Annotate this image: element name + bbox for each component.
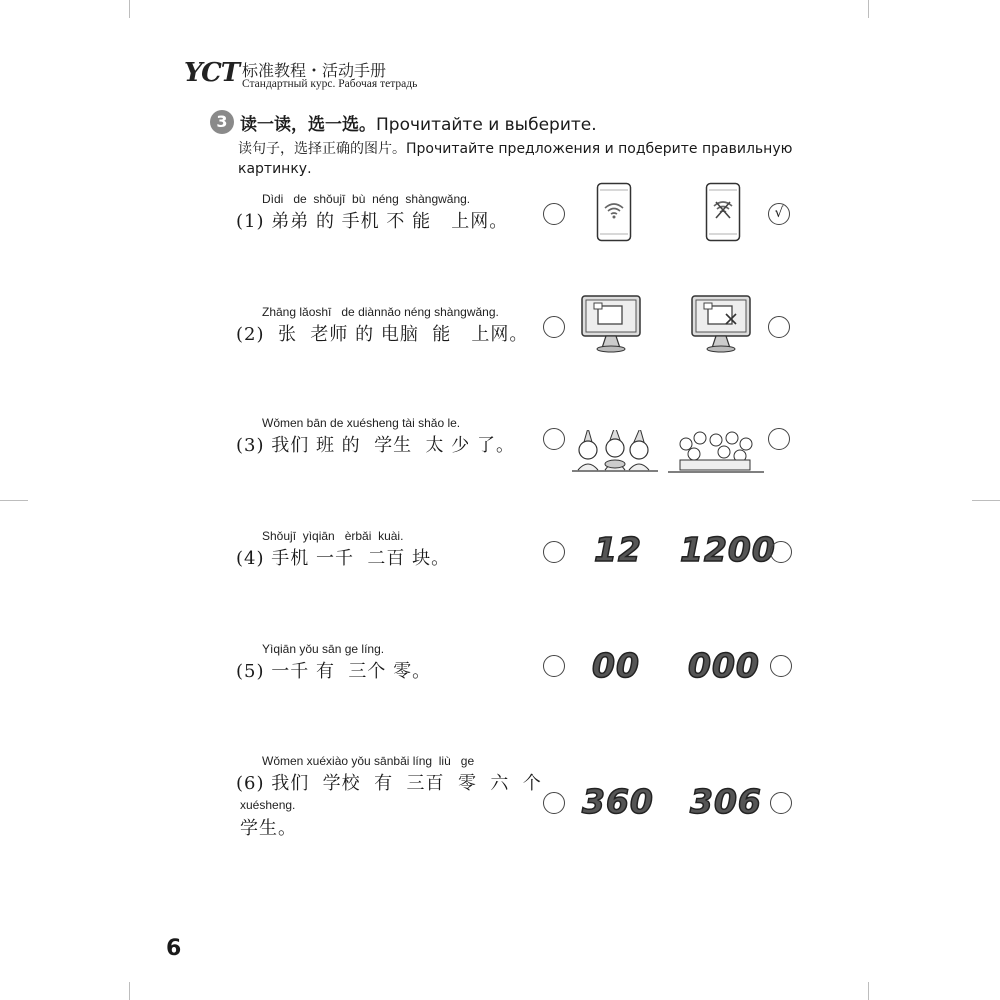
- answer-circle-a[interactable]: [543, 792, 565, 814]
- computer-online-icon: [580, 294, 642, 354]
- phone-wifi-icon: [596, 182, 632, 242]
- item-sentence: (4) 手机 一千 二百 块。: [236, 548, 451, 569]
- item-pinyin-line2: xuésheng.: [240, 798, 296, 812]
- item-pinyin: Dìdi de shǒujī bù néng shàngwǎng.: [262, 192, 471, 206]
- question-item-2: [236, 305, 536, 345]
- item-pinyin: Zhāng lǎoshī de diànnǎo néng shàngwǎng.: [262, 305, 499, 319]
- number-option-a: 00: [592, 646, 640, 685]
- crop-mark: [129, 0, 130, 18]
- item-sentence: (6) 我们 学校 有 三百 零 六 个: [236, 773, 542, 794]
- crop-mark: [868, 0, 869, 18]
- answer-circle-a[interactable]: [543, 428, 565, 450]
- answer-circle-a[interactable]: [543, 655, 565, 677]
- book-subtitle: Стандартный курс. Рабочая тетрадь: [242, 78, 418, 90]
- exercise-number-badge: 3: [210, 110, 234, 134]
- computer-offline-icon: [690, 294, 752, 354]
- item-pinyin: Wǒmen xuéxiào yǒu sānbǎi líng liù ge: [262, 754, 475, 768]
- book-title: 标准教程・活动手册: [242, 61, 387, 80]
- number-option-b: 000: [688, 646, 760, 685]
- number-option-a: 360: [582, 782, 654, 821]
- item-sentence: (1) 弟弟 的 手机 不 能 上网。: [236, 211, 509, 232]
- crop-mark: [0, 500, 28, 501]
- item-pinyin: Wǒmen bān de xuésheng tài shǎo le.: [262, 416, 461, 430]
- crop-mark: [972, 500, 1000, 501]
- crop-mark: [129, 982, 130, 1000]
- answer-circle-a[interactable]: [543, 203, 565, 225]
- exercise-title: [240, 110, 597, 135]
- many-students-picture: [666, 430, 766, 474]
- question-item-4: [236, 529, 536, 569]
- number-option-a: 12: [594, 530, 642, 569]
- question-item-1: [236, 192, 536, 232]
- answer-circle-b[interactable]: [770, 541, 792, 563]
- number-option-b: 306: [690, 782, 762, 821]
- question-item-3: [236, 416, 536, 456]
- phone-no-wifi-icon: [705, 182, 741, 242]
- few-students-picture: [570, 430, 660, 474]
- question-item-6: [236, 754, 542, 844]
- answer-circle-b[interactable]: √: [768, 203, 790, 225]
- number-option-b: 1200: [680, 530, 776, 569]
- item-pinyin: Yìqiān yǒu sān ge líng.: [262, 642, 385, 656]
- item-sentence: (3) 我们 班 的 学生 太 少 了。: [236, 435, 515, 456]
- answer-circle-a[interactable]: [543, 541, 565, 563]
- yct-logo: YCT: [184, 58, 240, 88]
- exercise-title-ru: Прочитайте и выберите.: [376, 115, 597, 135]
- item-pinyin: Shǒujī yìqiān èrbǎi kuài.: [262, 529, 404, 543]
- answer-circle-b[interactable]: [770, 792, 792, 814]
- exercise-title-zh: 读一读，选一选。: [240, 115, 376, 135]
- answer-circle-b[interactable]: [768, 428, 790, 450]
- exercise-instruction: 读句子，选择正确的图片。Прочитайте предложения и подберите правильную картинку.: [238, 141, 793, 177]
- page-number: 6: [166, 936, 182, 961]
- item-sentence: (5) 一千 有 三个 零。: [236, 661, 432, 682]
- item-sentence: (2) 张 老师 的 电脑 能 上网。: [236, 324, 529, 345]
- item-sentence-line2: 学生。: [240, 818, 297, 839]
- book-header: [184, 56, 604, 96]
- answer-circle-b[interactable]: [768, 316, 790, 338]
- question-item-5: [236, 642, 536, 682]
- answer-circle-a[interactable]: [543, 316, 565, 338]
- crop-mark: [868, 982, 869, 1000]
- answer-circle-b[interactable]: [770, 655, 792, 677]
